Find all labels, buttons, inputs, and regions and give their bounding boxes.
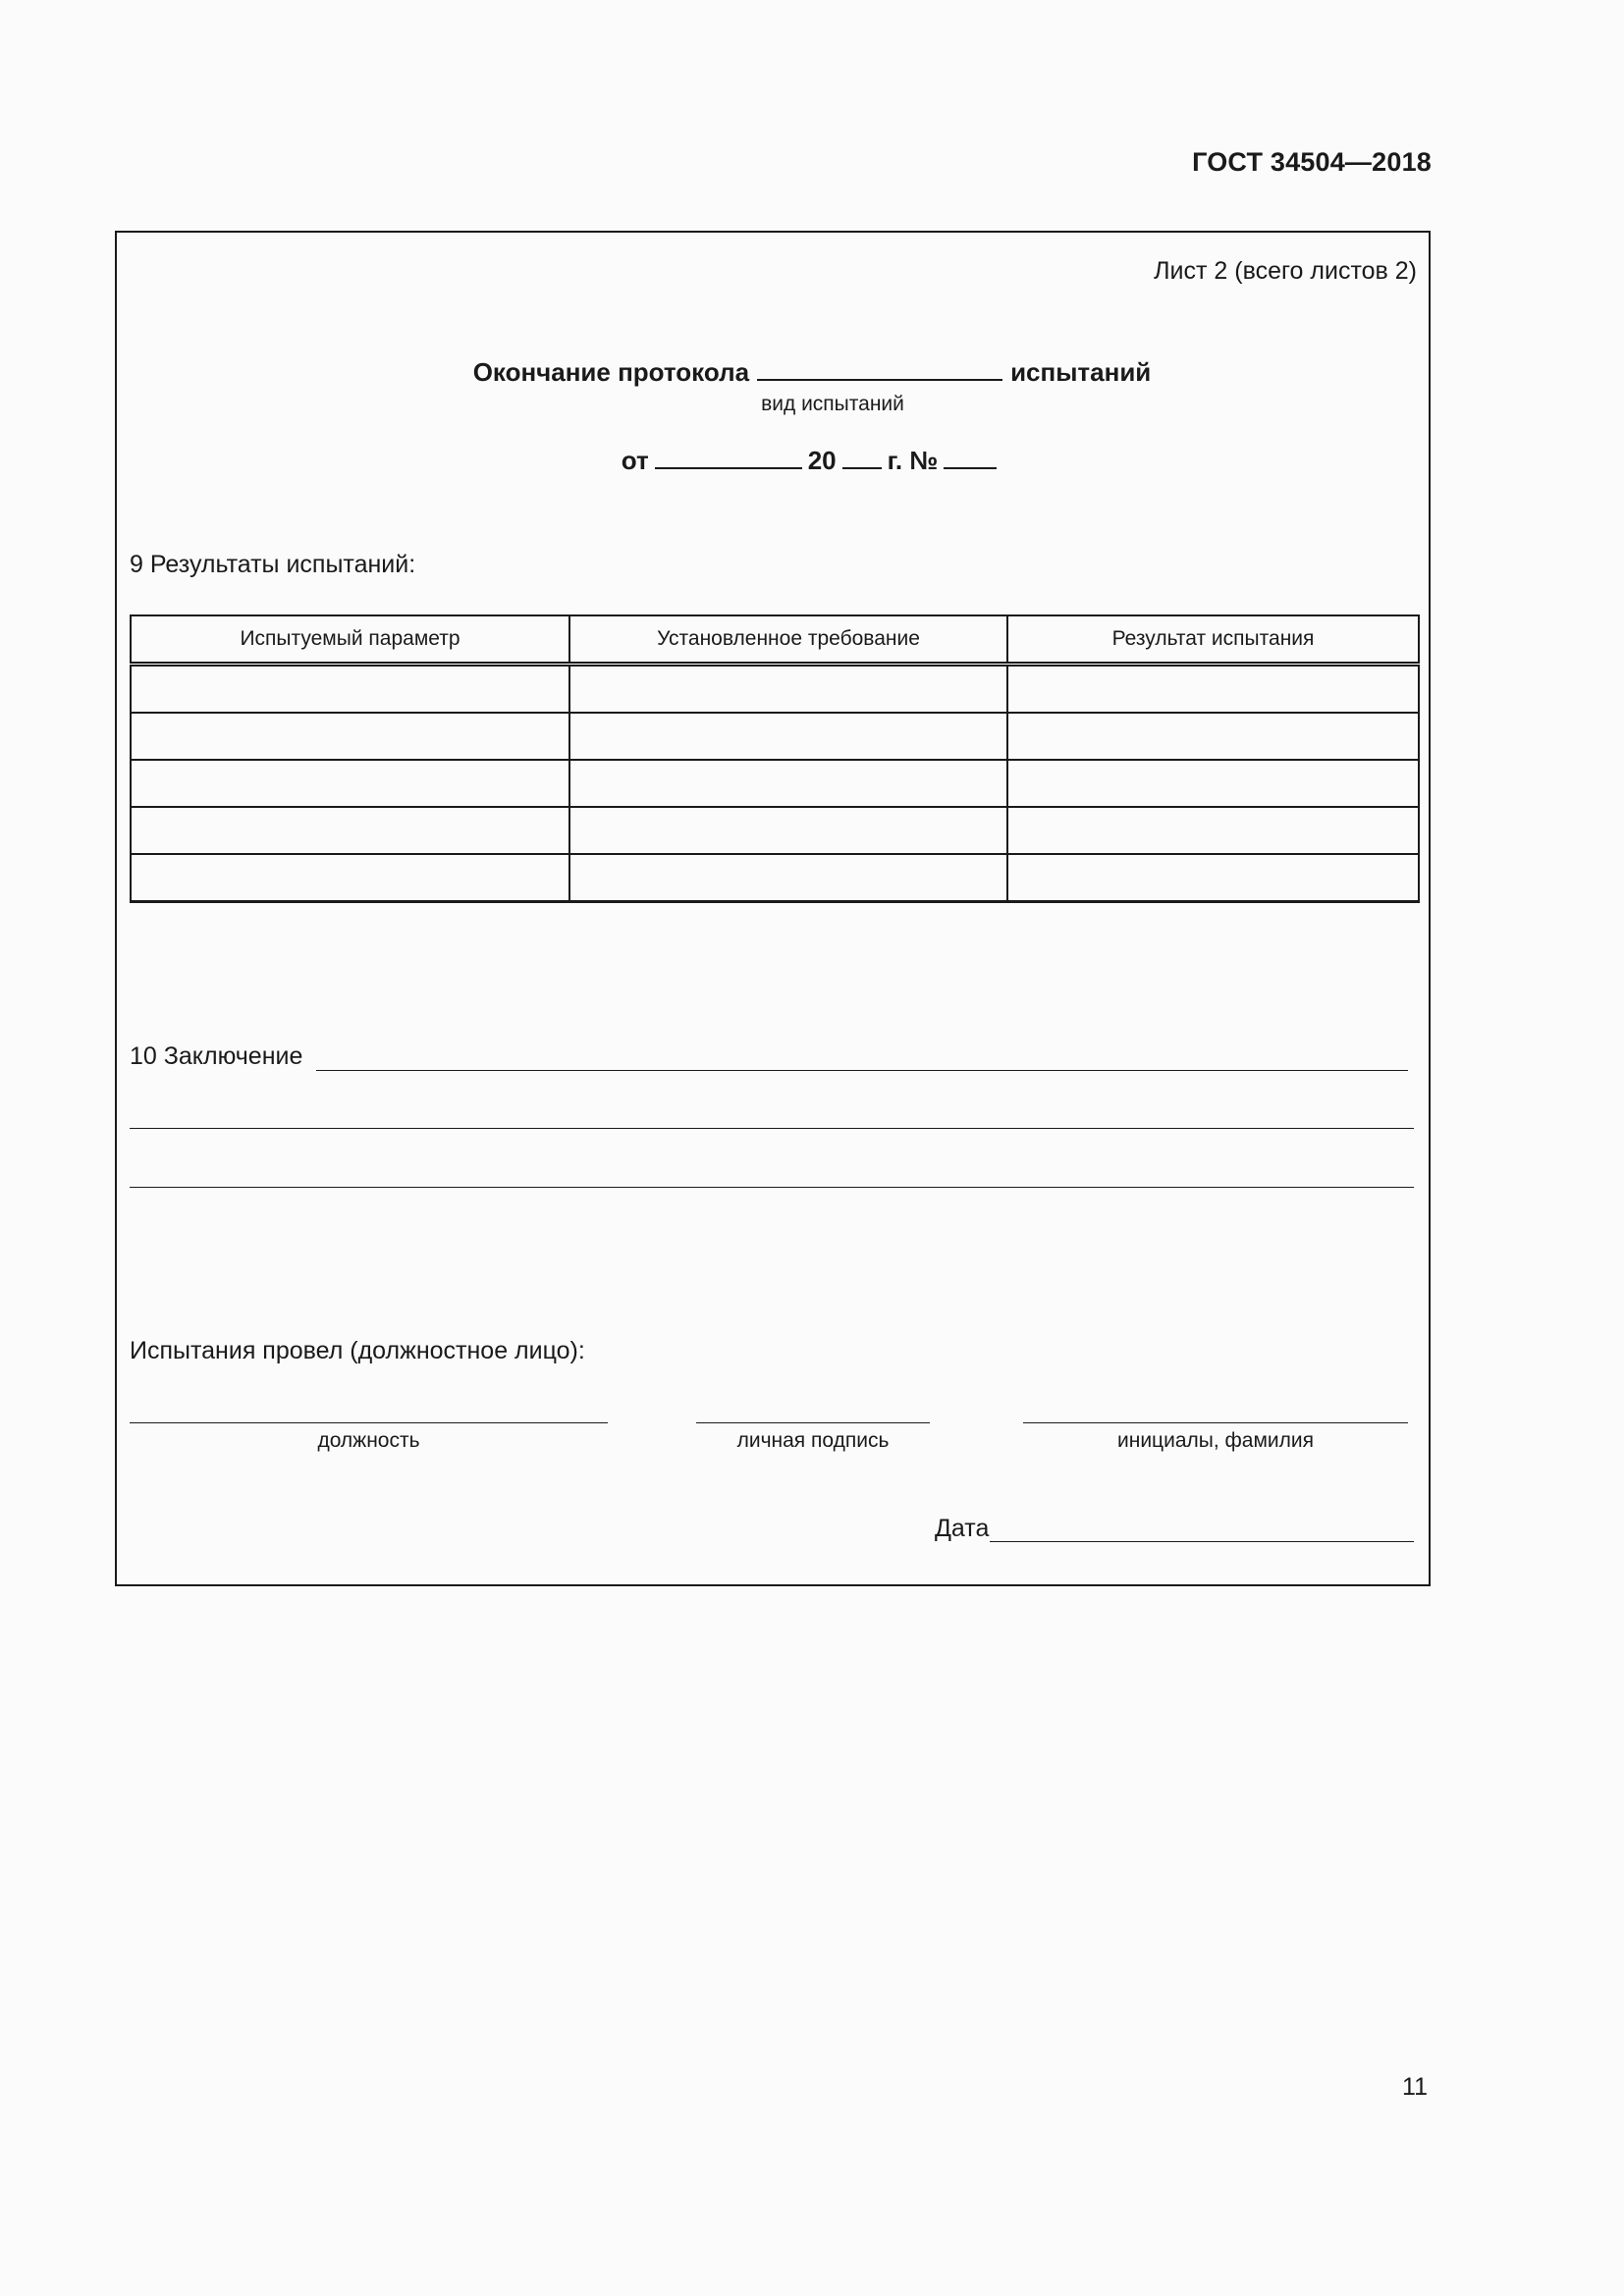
- table-cell[interactable]: [131, 713, 569, 760]
- conclusion-blank-line-2[interactable]: [130, 1128, 1414, 1129]
- name-caption: инициалы, фамилия: [1117, 1429, 1314, 1452]
- table-cell[interactable]: [131, 760, 569, 807]
- table-row: [131, 807, 1419, 854]
- table-cell[interactable]: [1007, 807, 1419, 854]
- protocol-title: [0, 357, 1624, 388]
- table-header-row: [131, 615, 1419, 665]
- year-blank[interactable]: [842, 446, 882, 469]
- date-prefix: от: [621, 446, 649, 475]
- date-label: Дата: [935, 1515, 990, 1542]
- table-cell[interactable]: [569, 760, 1007, 807]
- conclusion-blank-line-1[interactable]: [316, 1070, 1408, 1071]
- protocol-date-line: [0, 446, 1624, 476]
- test-type-blank[interactable]: [757, 357, 1002, 381]
- sheet-label: Лист 2 (всего листов 2): [1154, 257, 1417, 285]
- form-frame: [115, 231, 1431, 1586]
- protocol-title-prefix: Окончание протокола: [472, 357, 750, 387]
- name-signature-line[interactable]: [1023, 1422, 1408, 1423]
- column-header: Испытуемый параметр: [131, 615, 569, 665]
- position-signature-line[interactable]: [130, 1422, 608, 1423]
- date-blank[interactable]: [655, 446, 802, 469]
- test-type-caption: вид испытаний: [761, 393, 904, 415]
- protocol-title-suffix: испытаний: [1010, 357, 1152, 387]
- tested-by-label: Испытания провел (должностное лицо):: [130, 1337, 585, 1364]
- table-cell[interactable]: [569, 854, 1007, 902]
- table-cell[interactable]: [1007, 713, 1419, 760]
- conclusion-blank-line-3[interactable]: [130, 1187, 1414, 1188]
- table-row: [131, 854, 1419, 902]
- table-row: [131, 665, 1419, 714]
- results-table: [130, 614, 1420, 903]
- personal-signature-line[interactable]: [696, 1422, 930, 1423]
- table-cell[interactable]: [131, 854, 569, 902]
- table-cell[interactable]: [569, 665, 1007, 714]
- column-header: Установленное требование: [569, 615, 1007, 665]
- table-cell[interactable]: [131, 665, 569, 714]
- table-cell[interactable]: [569, 807, 1007, 854]
- table-row: [131, 713, 1419, 760]
- column-header: Результат испытания: [1007, 615, 1419, 665]
- section-9-heading: 9 Результаты испытаний:: [130, 551, 416, 578]
- table-cell[interactable]: [569, 713, 1007, 760]
- date-year: 20: [807, 446, 837, 475]
- table-cell[interactable]: [1007, 665, 1419, 714]
- protocol-number-blank[interactable]: [944, 446, 997, 469]
- number-prefix: г. №: [887, 446, 939, 475]
- date-blank-line[interactable]: [990, 1541, 1414, 1542]
- table-cell[interactable]: [1007, 854, 1419, 902]
- table-cell[interactable]: [131, 807, 569, 854]
- table-cell[interactable]: [1007, 760, 1419, 807]
- page-number: 11: [1402, 2073, 1428, 2101]
- document-code: ГОСТ 34504—2018: [1192, 147, 1432, 177]
- signature-caption: личная подпись: [736, 1429, 890, 1452]
- section-10-heading: 10 Заключение: [130, 1042, 303, 1070]
- position-caption: должность: [317, 1429, 420, 1452]
- table-row: [131, 760, 1419, 807]
